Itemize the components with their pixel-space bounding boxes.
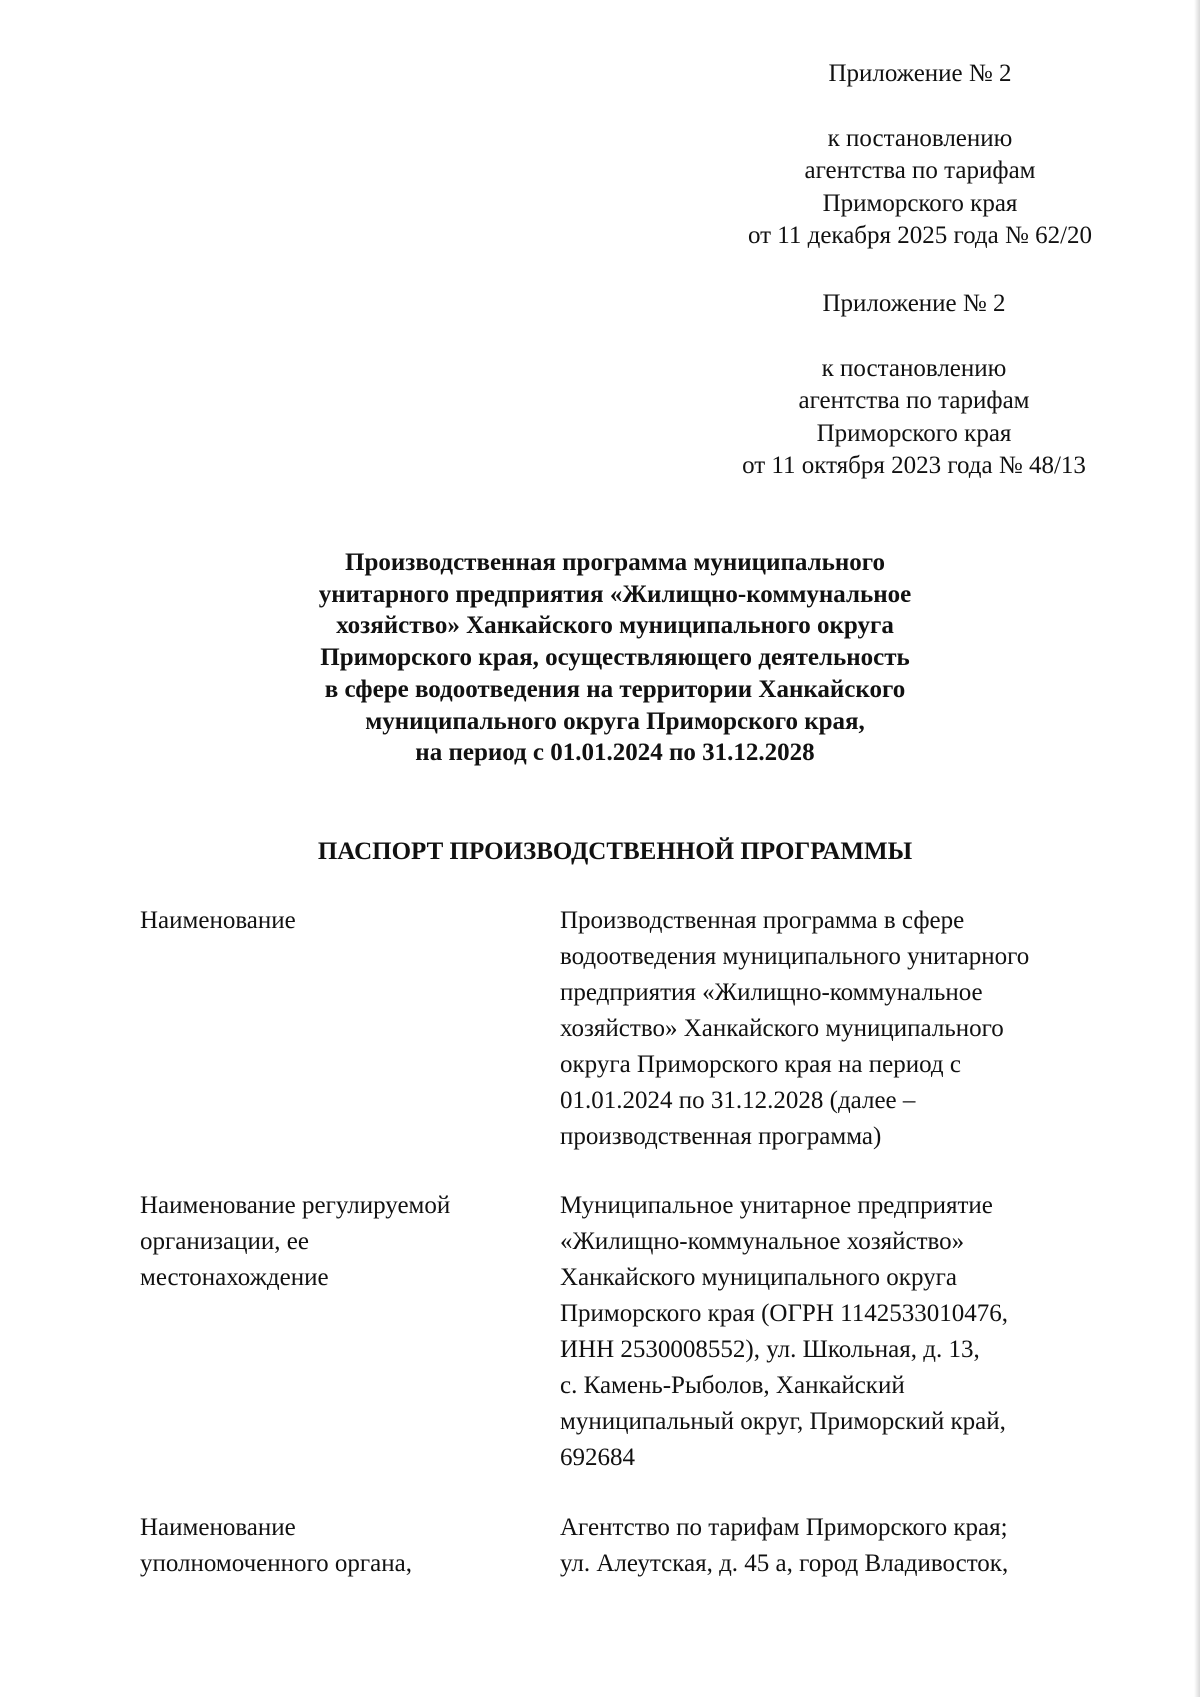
program-title-line: в сфере водоотведения на территории Ханкайского <box>324 675 906 703</box>
label-line: организации, ее <box>140 1228 309 1255</box>
value-line: Производственная программа в сфере <box>560 907 965 934</box>
value-line: предприятия «Жилищно-коммунальное <box>560 979 983 1006</box>
value-line: водоотведения муниципального унитарного <box>560 943 1030 970</box>
appendix-line: агентства по тарифам <box>804 157 1036 184</box>
value-line: хозяйство» Ханкайского муниципального <box>560 1015 1004 1042</box>
program-title-line: унитарного предприятия «Жилищно-коммунальное <box>318 580 912 608</box>
program-title-line: муниципального округа Приморского края, <box>365 707 865 735</box>
appendix-date-line: от 11 декабря 2025 года № 62/20 <box>747 222 1093 249</box>
value-line: ИНН 2530008552), ул. Школьная, д. 13, <box>560 1336 980 1363</box>
appendix-title: Приложение № 2 <box>828 60 1012 87</box>
value-line: 01.01.2024 по 31.12.2028 (далее – <box>560 1087 916 1114</box>
appendix-line: агентства по тарифам <box>798 387 1030 414</box>
appendix-date-line: от 11 октября 2023 года № 48/13 <box>742 452 1086 479</box>
value-line: с. Камень-Рыболов, Ханкайский <box>560 1372 905 1399</box>
passport-row-value <box>560 903 1100 1155</box>
value-line: 692684 <box>560 1444 635 1471</box>
passport-heading: ПАСПОРТ ПРОИЗВОДСТВЕННОЙ ПРОГРАММЫ <box>317 838 913 865</box>
appendix-line: Приморского края <box>822 189 1018 217</box>
value-line: округа Приморского края на период с <box>560 1051 961 1078</box>
passport-row-value <box>560 1510 1100 1582</box>
appendix-line: к постановлению <box>827 124 1013 152</box>
appendix-header-current <box>680 58 1160 253</box>
program-title-line: Производственная программа муниципального <box>345 549 885 576</box>
label-line: уполномоченного органа, <box>140 1550 412 1577</box>
value-line: «Жилищно-коммунальное хозяйство» <box>560 1228 965 1255</box>
program-title-line: на период с 01.01.2024 по 31.12.2028 <box>415 739 815 767</box>
value-line: производственная программа) <box>560 1123 882 1150</box>
value-line: ул. Алеутская, д. 45 а, город Владивосток, <box>560 1550 1009 1577</box>
passport-row-label <box>140 1510 540 1582</box>
passport-row-value <box>560 1188 1100 1476</box>
label-line: Наименование <box>140 907 296 934</box>
label-line: Наименование регулируемой <box>140 1192 451 1219</box>
value-line: Агентство по тарифам Приморского края; <box>560 1514 1008 1541</box>
program-title-line: хозяйство» Ханкайского муниципального округа <box>336 612 894 640</box>
value-line: Ханкайского муниципального округа <box>560 1264 957 1291</box>
scan-edge-shadow <box>1194 0 1200 1697</box>
label-line: местонахождение <box>140 1264 329 1291</box>
label-line: Наименование <box>140 1514 296 1541</box>
value-line: Муниципальное унитарное предприятие <box>560 1192 993 1219</box>
program-title-line: Приморского края, осуществляющего деятельность <box>320 644 910 672</box>
appendix-line: к постановлению <box>821 354 1007 382</box>
value-line: муниципальный округ, Приморский край, <box>560 1408 1006 1435</box>
program-title <box>200 547 1030 769</box>
value-line: Приморского края (ОГРН 1142533010476, <box>560 1300 1008 1327</box>
passport-row-label <box>140 903 540 939</box>
passport-row-label <box>140 1188 540 1296</box>
appendix-header-original <box>674 288 1154 483</box>
appendix-title: Приложение № 2 <box>822 290 1006 317</box>
appendix-line: Приморского края <box>816 419 1012 447</box>
